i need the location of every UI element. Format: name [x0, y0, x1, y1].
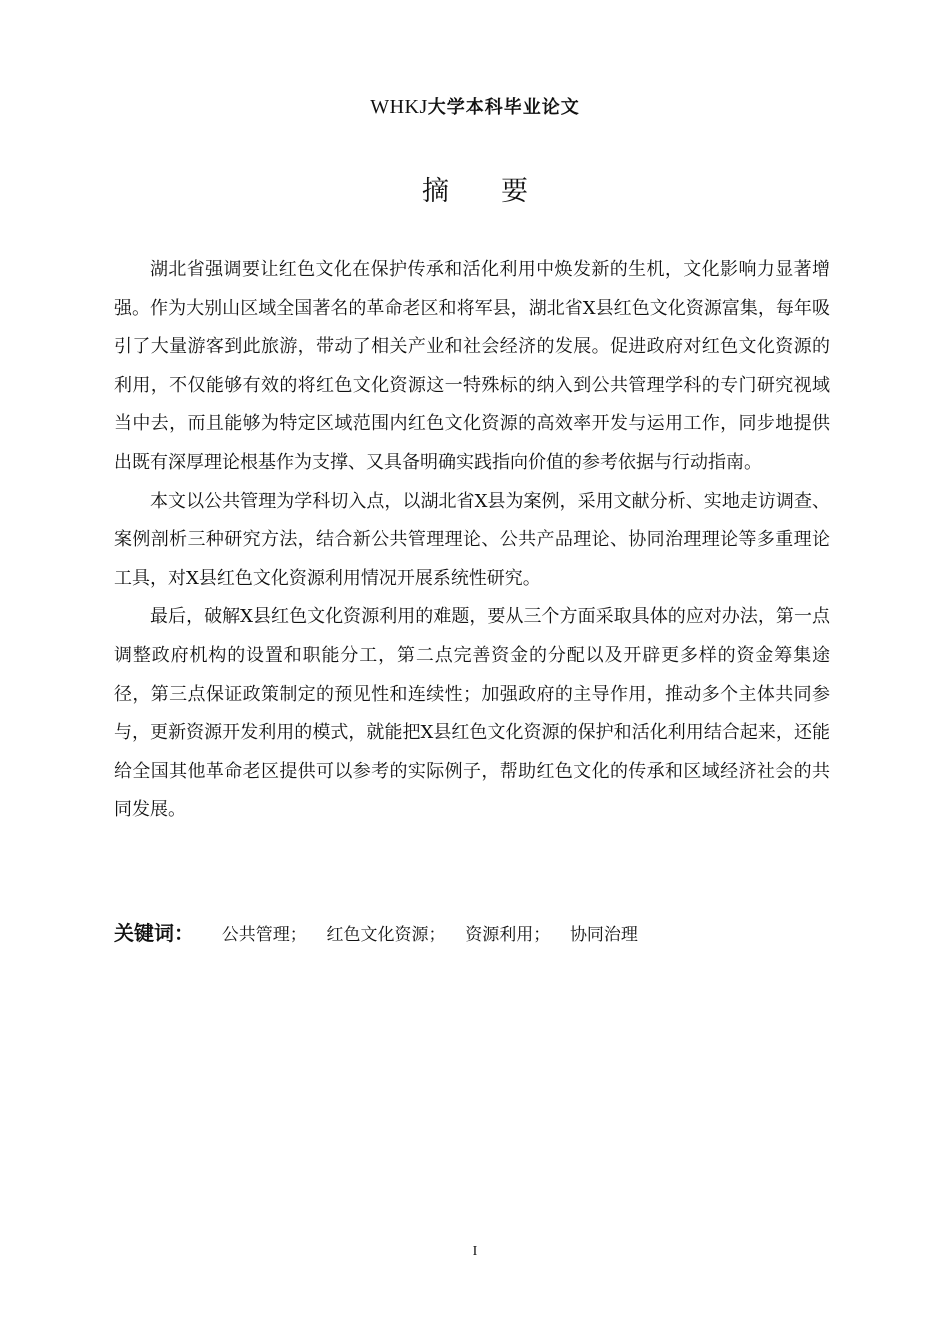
keywords-line: [114, 916, 830, 952]
keyword-item: 公共管理；: [221, 925, 307, 945]
running-header: [0, 94, 950, 121]
keyword-item: 资源利用；: [465, 925, 551, 945]
page-number: I: [472, 1244, 478, 1259]
abstract-paragraph-2: 本文以公共管理为学科切入点，以湖北省X县为案例，采用文献分析、实地走访调查、案例剖析三种研究方法，结合新公共管理理论、公共产品理论、协同治理理论等多重理论工具，对X县红色文化资源利用情况开展系统性研究。: [114, 490, 830, 589]
keywords-label: 关键词：: [114, 921, 194, 945]
keyword-item: 协同治理: [569, 925, 638, 945]
abstract-paragraph-3: 最后，破解X县红色文化资源利用的难题，要从三个方面采取具体的应对办法，第一点调整政府机构的设置和职能分工，第二点完善资金的分配以及开辟更多样的资金筹集途径，第三点保证政策制定的预见性和连续性；加强政府的主导作用，推动多个主体共同参与，更新资源开发利用的模式，就能把X县红色文化资源的保护和活化利用结合起来，还能给全国其他革命老区提供可以参考的实际例子，帮助红色文化的传承和区域经济社会的共同发展。: [114, 606, 830, 821]
header-university-code: WHKJ: [370, 96, 428, 118]
abstract-paragraph-1: 湖北省强调要让红色文化在保护传承和活化利用中焕发新的生机，文化影响力显著增强。作为大别山区域全国著名的革命老区和将军县，湖北省X县红色文化资源富集，每年吸引了大量游客到此旅游，带动了相关产业和社会经济的发展。促进政府对红色文化资源的利用，不仅能够有效的将红色文化资源这一特殊标的纳入到公共管理学科的专门研究视域当中去，而且能够为特定区域范围内红色文化资源的高效率开发与运用工作，同步地提供出既有深厚理论根基作为支撑、又具备明确实践指向价值的参考依据与行动指南。: [114, 259, 830, 473]
keyword-item: 红色文化资源；: [326, 925, 446, 945]
abstract-title: 摘要: [422, 176, 580, 207]
header-document-type: 大学本科毕业论文: [427, 97, 580, 118]
abstract-body: [114, 251, 830, 830]
